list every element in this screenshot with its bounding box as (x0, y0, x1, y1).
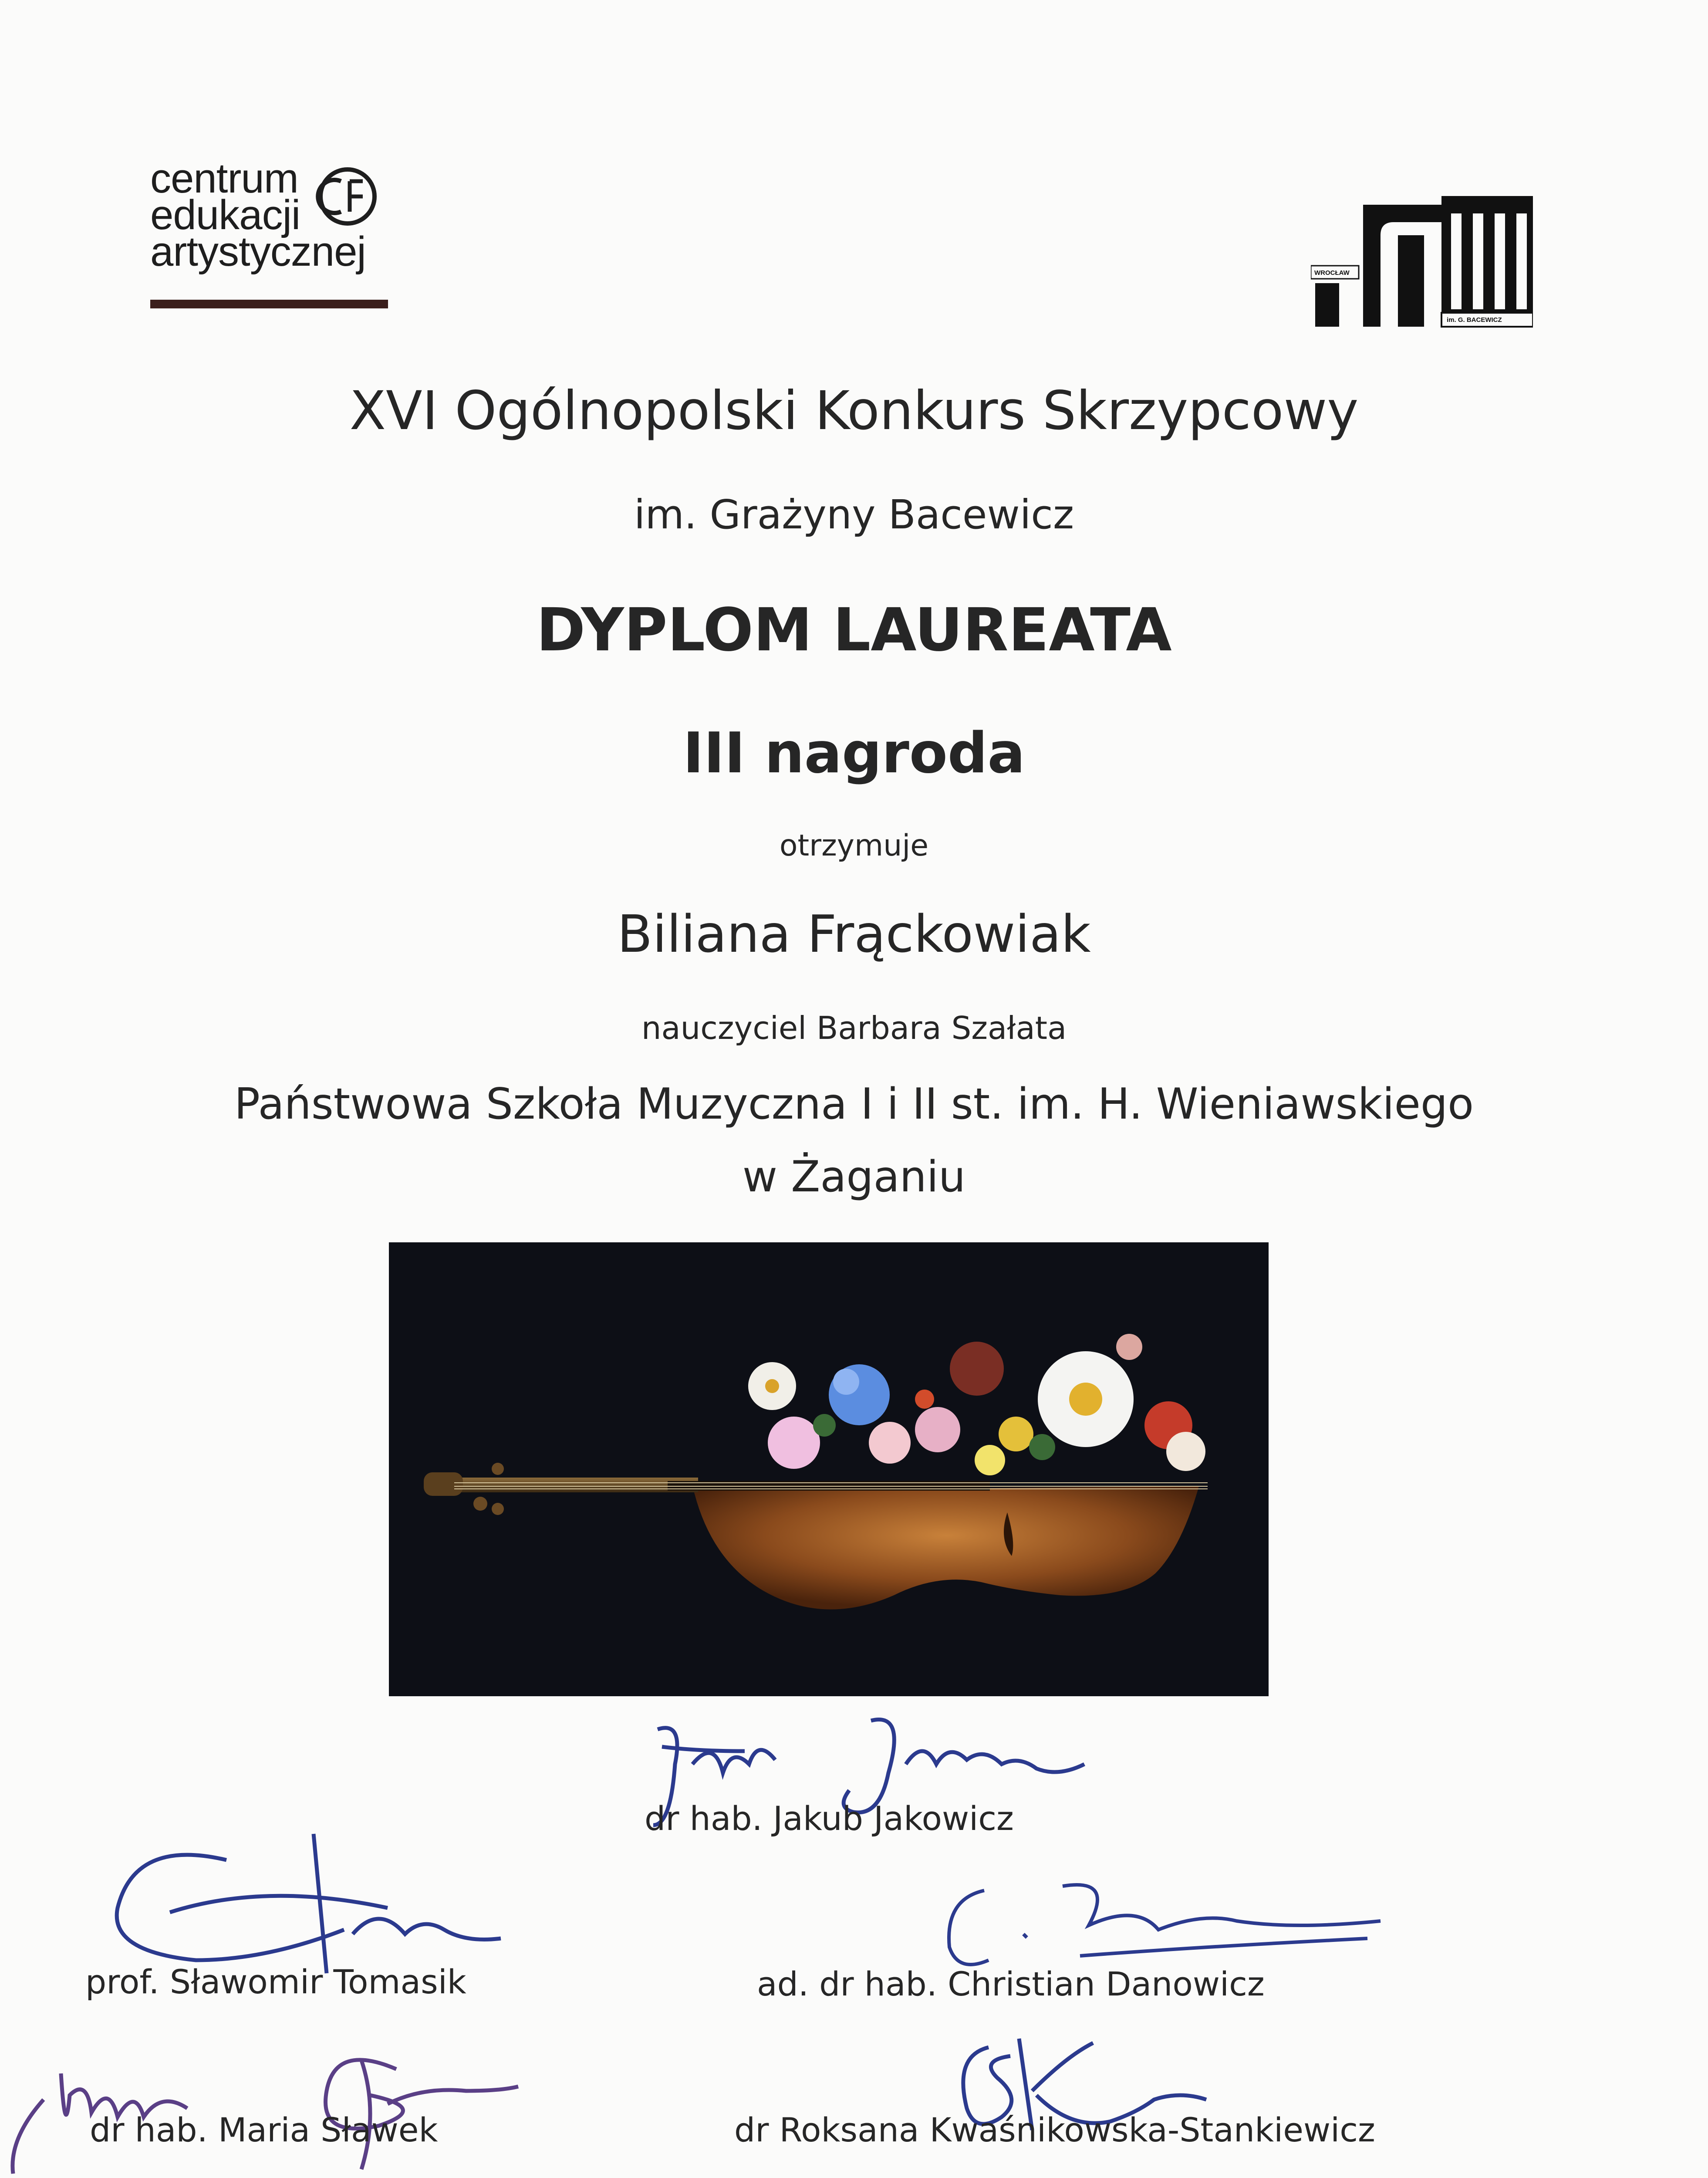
competition-title: XVI Ogólnopolski Konkurs Skrzypcowy (349, 380, 1359, 442)
signature-name-tomasik: prof. Sławomir Tomasik (85, 1962, 466, 2001)
prize-label: III nagroda (683, 721, 1025, 786)
ism-logo-patron: im. G. BACEWICZ (1447, 316, 1502, 324)
signature-name-jakowicz: dr hab. Jakub Jakowicz (645, 1799, 1014, 1838)
cea-logo-line-2: edukacji (150, 192, 300, 238)
cea-emblem-icon (315, 164, 380, 229)
competition-patron: im. Grażyny Bacewicz (634, 491, 1074, 538)
diploma-title: DYPLOM LAUREATA (536, 596, 1172, 665)
cea-logo (150, 155, 394, 275)
recipient-name: Biliana Frąckowiak (617, 904, 1091, 964)
ism-logo-city: WROCŁAW (1314, 269, 1350, 277)
school-city: w Żaganiu (742, 1152, 966, 1202)
cea-logo-bar (150, 300, 388, 308)
cea-logo-line-1: centrum (150, 155, 298, 202)
signature-name-slawek: dr hab. Maria Sławek (90, 2110, 438, 2149)
signature-name-danowicz: ad. dr hab. Christian Danowicz (757, 1965, 1265, 2003)
violin-flowers-image (389, 1242, 1269, 1696)
cea-logo-line-3: artystycznej (150, 228, 366, 275)
school-name: Państwowa Szkoła Muzyczna I i II st. im. H. Wieniawskiego (234, 1079, 1474, 1129)
ism-logo (1311, 196, 1533, 340)
violin-illustration (389, 1242, 1269, 1696)
teacher-name: nauczyciel Barbara Szałata (641, 1010, 1067, 1046)
signature-name-stankiewicz: dr Roksana Kwaśnikowska-Stankiewicz (734, 2110, 1375, 2149)
receives-label: otrzymuje (779, 829, 929, 863)
